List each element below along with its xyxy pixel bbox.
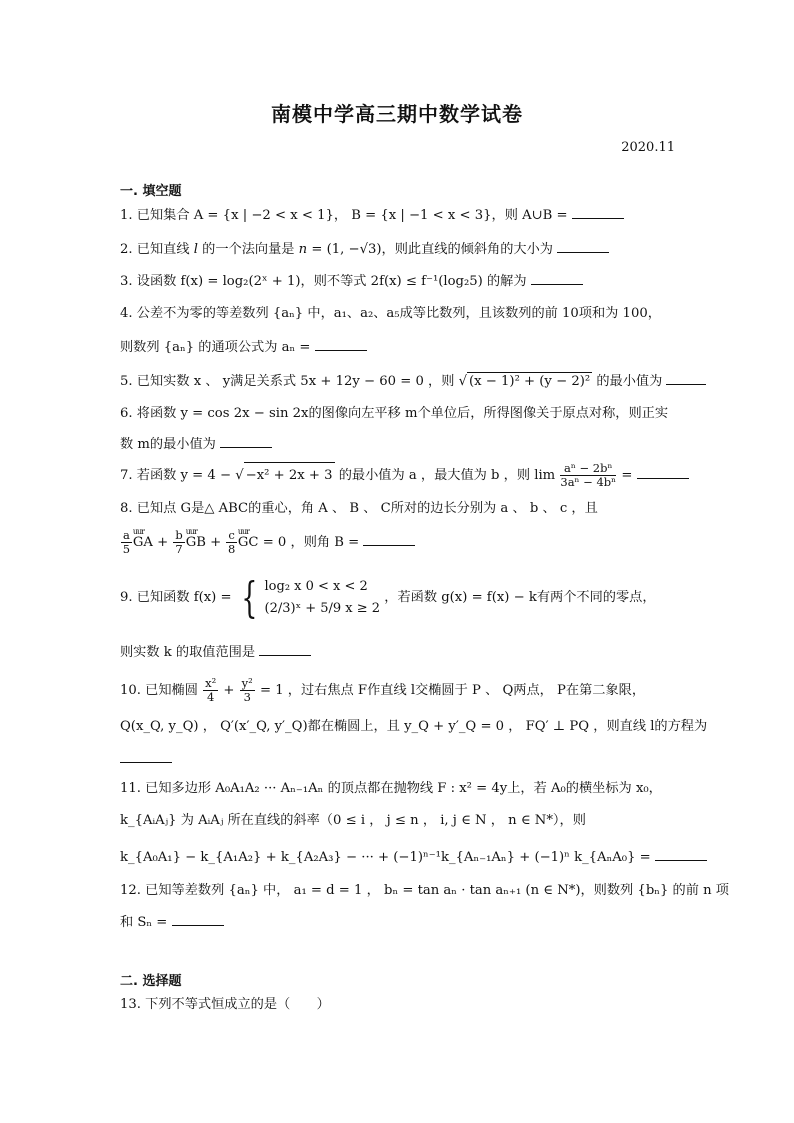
question-9: 9. 已知函数 f(x) = { log₂ x 0 < x < 2 (2/3)ˣ + 5/9 x ≥ 2 ，若函数 g(x) = f(x) − k有两个不同的零点， xyxy=(120,572,656,622)
section-fill-in: 一. 填空题 xyxy=(120,184,182,199)
question-2: 2. 已知直线 l 的一个法向量是 n = (1, −√3)，则此直线的倾斜角的大小为 xyxy=(120,240,676,259)
answer-blank xyxy=(666,372,706,385)
question-12-line-2: 和 Sₙ = xyxy=(120,913,676,932)
answer-blank xyxy=(259,643,311,656)
answer-blank xyxy=(315,338,367,351)
question-10-line-1: 10. 已知椭圆 $\frac{\text{x²}}{4}$ + $\frac{\text{y²}}{3}$ = 1 ，过右焦点 F作直线 l交椭圆于 P 、 Q两点， P在第二象限， xyxy=(120,676,646,704)
answer-blank xyxy=(363,533,415,546)
answer-blank xyxy=(572,206,624,219)
question-12-line-1: 12. 已知等差数列 {aₙ} 中， a₁ = d = 1 ， bₙ = tan aₙ · tan aₙ₊₁ (n ∈ N*)，则数列 {bₙ} 的前 n 项 xyxy=(120,883,729,898)
sqrt-radicand: (x − 1)² + (y − 2)² xyxy=(469,374,591,389)
question-10-line-2: Q(x_Q, y_Q) ， Q′(x′_Q, y′_Q)都在椭圆上，且 y_Q + y′_Q = 0 ， FQ′ ⊥ PQ ，则直线 l的方程为 xyxy=(120,719,708,734)
question-1: 1. 已知集合 A = {x | −2 < x < 1}， B = {x | −1 < x < 3}，则 A∪B = xyxy=(120,206,676,225)
answer-blank xyxy=(655,848,707,861)
question-7: 7. 若函数 y = 4 − √ −x² + 2x + 3 的最小值为 a ，最大值为 b ，则 lim $\frac{\text{aⁿ − 2bⁿ}}{\text{3aⁿ − 4bⁿ}}$ = xyxy=(120,462,676,489)
question-11-line-3: k_{A₀A₁} − k_{A₁A₂} + k_{A₂A₃} − ··· + (−1)ⁿ⁻¹k_{Aₙ₋₁Aₙ} + (−1)ⁿ k_{AₙA₀} = xyxy=(120,848,676,867)
answer-blank xyxy=(637,466,689,479)
answer-blank xyxy=(120,750,172,763)
question-8-line-2: $\frac{a}{5}$ uur GA + $\frac{b}{7}$ uur GB + $\frac{c}{8}$ uur GC = 0 ，则角 B = xyxy=(120,528,676,558)
answer-blank xyxy=(220,435,272,448)
question-5: 5. 已知实数 x 、 y满足关系式 5x + 12y − 60 = 0 ，则 √ (x − 1)² + (y − 2)² 的最小值为 xyxy=(120,372,676,391)
question-11-line-2: k_{AᵢAⱼ} 为 AᵢAⱼ 所在直线的斜率（0 ≤ i ， j ≤ n ， i, j ∈ N ， n ∈ N*），则 xyxy=(120,813,586,828)
sqrt-radicand: −x² + 2x + 3 xyxy=(244,462,335,489)
answer-blank xyxy=(172,913,224,926)
question-9-line-2: 则实数 k 的取值范围是 xyxy=(120,643,676,662)
question-8-line-1: 8. 已知点 G是△ ABC的重心，角 A 、 B 、 C所对的边长分别为 a 、 b 、 c ，且 xyxy=(120,501,598,516)
section-multiple-choice: 二. 选择题 xyxy=(120,974,182,989)
question-10-line-3 xyxy=(120,750,676,769)
exam-title: 南模中学高三期中数学试卷 xyxy=(271,102,523,126)
answer-blank xyxy=(531,272,583,285)
question-11-line-1: 11. 已知多边形 A₀A₁A₂ ··· Aₙ₋₁Aₙ 的顶点都在抛物线 F : x² = 4y上，若 A₀的横坐标为 x₀， xyxy=(120,781,662,796)
exam-date: 2020.11 xyxy=(621,140,675,155)
question-4-line-2: 则数列 {aₙ} 的通项公式为 aₙ = xyxy=(120,338,676,357)
limit-fraction: $\frac{\text{aⁿ − 2bⁿ}}{\text{3aⁿ − 4bⁿ}}$ xyxy=(560,461,617,489)
question-6-line-2: 数 m的最小值为 xyxy=(120,435,676,454)
answer-blank xyxy=(557,240,609,253)
piecewise-function: { log₂ x 0 < x < 2 (2/3)ˣ + 5/9 x ≥ 2 xyxy=(241,572,381,622)
question-4-line-1: 4. 公差不为零的等差数列 {aₙ} 中，a₁、a₂、a₅成等比数列，且该数列的前 10项和为 100， xyxy=(120,306,661,321)
question-13: 13. 下列不等式恒成立的是（ ） xyxy=(120,997,330,1012)
question-6-line-1: 6. 将函数 y = cos 2x − sin 2x的图像向左平移 m个单位后，所得图像关于原点对称，则正实 xyxy=(120,406,669,421)
question-3: 3. 设函数 f(x) = log₂(2ˣ + 1)，则不等式 2f(x) ≤ f⁻¹(log₂5) 的解为 xyxy=(120,272,676,291)
